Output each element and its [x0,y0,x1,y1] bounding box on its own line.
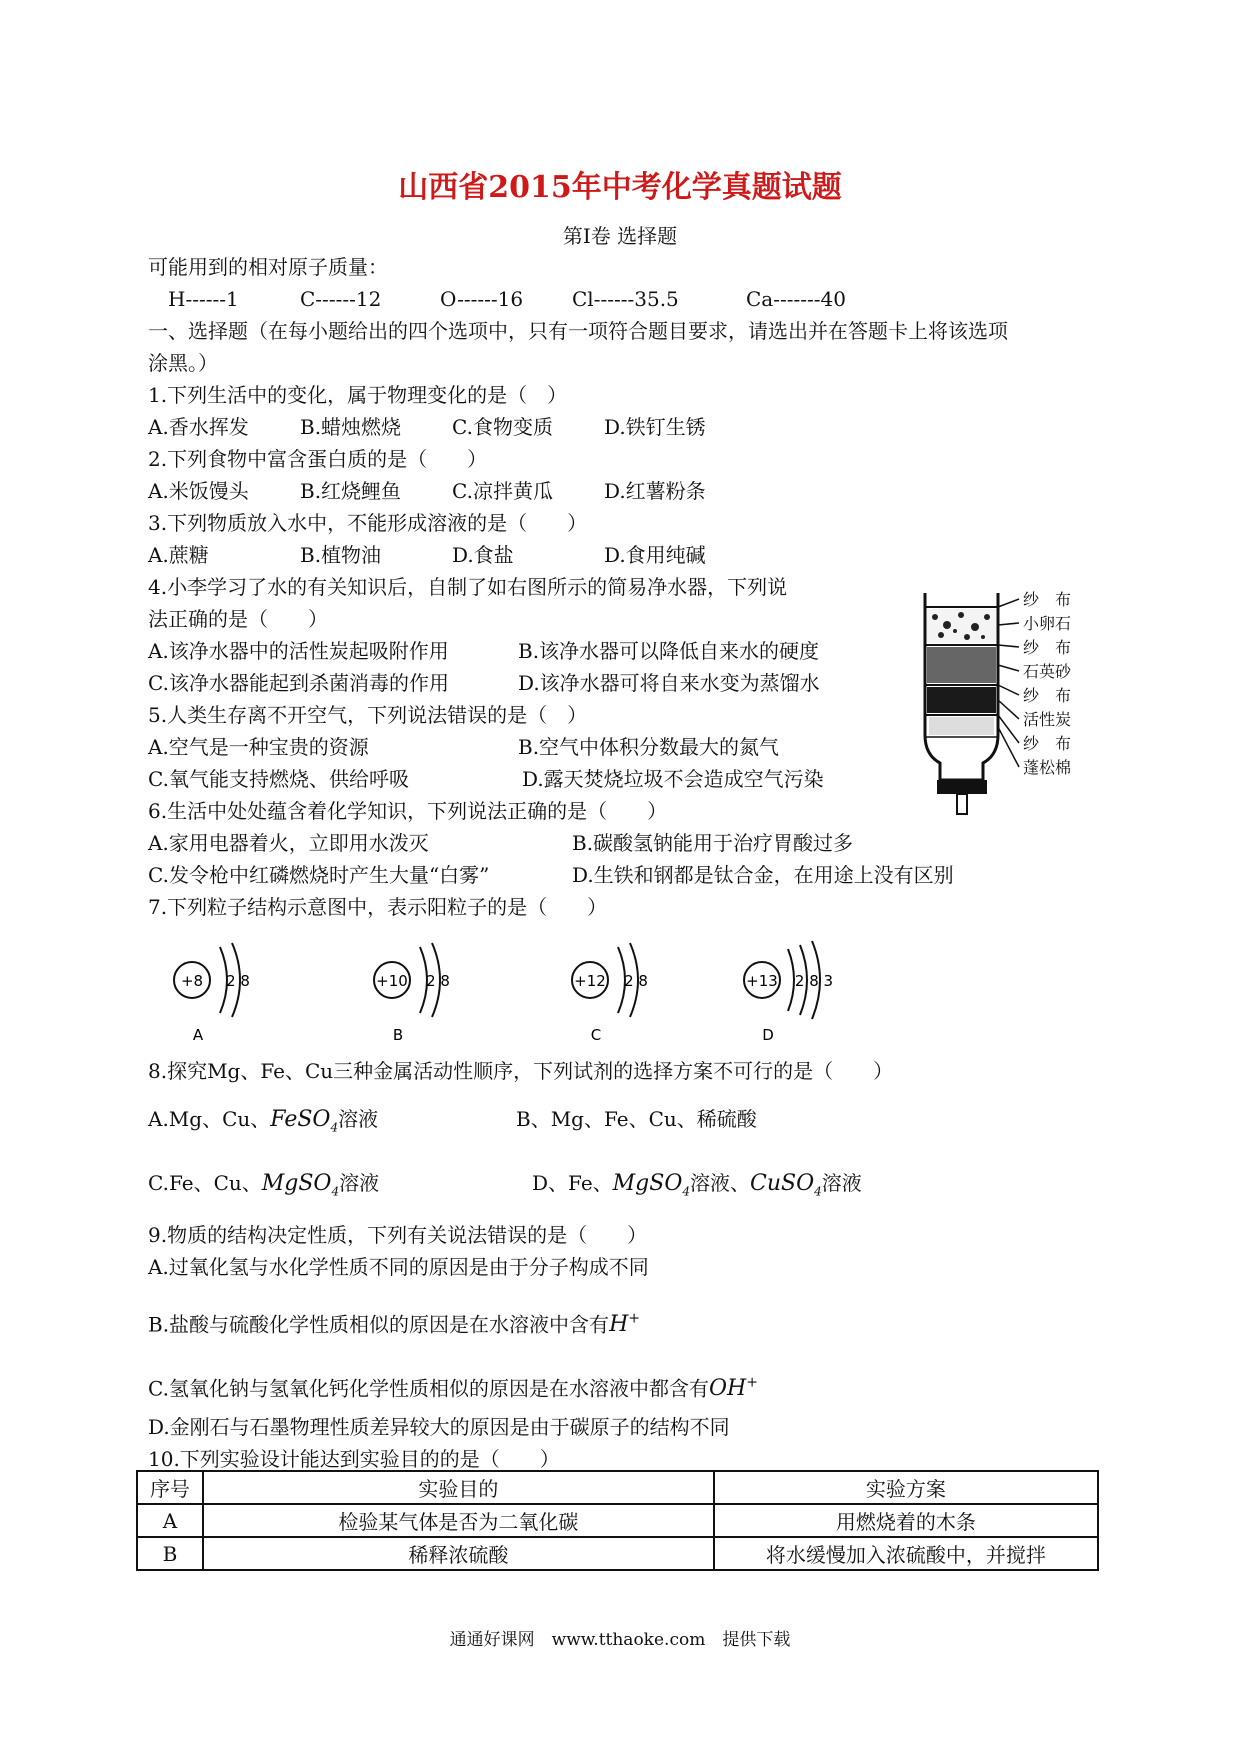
q6-option-d: D.生铁和钢都是钛合金，在用途上没有区别 [572,863,954,887]
q8-stem: 8.探究Mg、Fe、Cu三种金属活动性顺序，下列试剂的选择方案不可行的是（ ） [148,1059,894,1083]
svg-text:2 8: 2 8 [624,972,648,990]
spout [957,794,967,814]
q1-option-d: D.铁钉生锈 [604,415,706,439]
table-cell: 稀释浓硫酸 [203,1537,714,1570]
atom-label-d: D [762,1026,774,1044]
q6-option-c: C.发令枪中红磷燃烧时产生大量“白雾” [148,863,490,887]
cotton-layer [929,717,994,735]
masses-intro: 可能用到的相对原子质量： [148,255,388,279]
q6-option-a: A.家用电器着火，立即用水泼灭 [148,831,429,855]
label-gauze-2: 纱 布 [1023,638,1072,657]
q1-option-c: C.食物变质 [452,415,553,439]
q9-option-c: C.氢氧化钠与氢氧化钙化学性质相似的原因是在水溶液中都含有OH+ [148,1375,758,1402]
table-header-row [137,1471,1098,1504]
table-cell: B [137,1537,203,1570]
q3-option-c: D.食盐 [452,543,514,567]
experiment-table [136,1470,1099,1571]
table-header: 实验目的 [203,1471,714,1504]
label-pebbles: 小卵石 [1023,614,1072,633]
q6-option-b: B.碳酸氢钠能用于治疗胃酸过多 [572,831,854,855]
page-footer: 通通好课网 www.tthaoke.com 提供下载 [449,1630,791,1650]
table-header: 序号 [137,1471,203,1504]
q4-stem: 4.小李学习了水的有关知识后，自制了如右图所示的简易净水器，下列说 [148,575,788,599]
table-cell: 将水缓慢加入浓硫酸中，并搅拌 [714,1537,1098,1570]
q6-stem: 6.生活中处处蕴含着化学知识，下列说法正确的是（ ） [148,799,668,823]
q4-stem-cont: 法正确的是（ ） [148,607,328,631]
svg-text:+13: +13 [746,972,778,990]
atom-diagram-b [374,943,450,1044]
svg-text:2 8: 2 8 [226,972,250,990]
carbon-layer [927,687,996,713]
q1-stem: 1.下列生活中的变化，属于物理变化的是（ ） [148,383,568,407]
mass-c: C------12 [300,287,382,311]
label-quartz-sand: 石英砂 [1023,662,1072,681]
label-gauze-1: 纱 布 [1023,590,1072,609]
atom-diagram-a [174,943,250,1044]
label-gauze-3: 纱 布 [1023,686,1072,705]
svg-text:2 8 3: 2 8 3 [794,972,834,990]
q5-option-d: D.露天焚烧垃圾不会造成空气污染 [522,767,824,791]
q9-option-b: B.盐酸与硫酸化学性质相似的原因是在水溶液中含有H+ [148,1311,640,1338]
q2-stem: 2.下列食物中富含蛋白质的是（ ） [148,447,488,471]
q4-option-a: A.该净水器中的活性炭起吸附作用 [148,639,449,663]
q8-option-b: B、Mg、Fe、Cu、稀硫酸 [516,1107,757,1131]
atom-structure-diagrams [160,935,860,1050]
atom-label-c: C [590,1026,602,1044]
mass-ca: Ca-------40 [746,287,846,311]
q5-stem: 5.人类生存离不开空气，下列说法错误的是（ ） [148,703,588,727]
mass-cl: Cl------35.5 [572,287,679,311]
q5-option-a: A.空气是一种宝贵的资源 [148,735,369,759]
water-filter-diagram [895,585,1095,825]
q1-option-b: B.蜡烛燃烧 [300,415,402,439]
table-cell: 用燃烧着的木条 [714,1504,1098,1537]
q2-option-d: D.红薯粉条 [604,479,706,503]
q3-stem: 3.下列物质放入水中，不能形成溶液的是（ ） [148,511,588,535]
section-instructions: 一、选择题（在每小题给出的四个选项中，只有一项符合题目要求，请选出并在答题卡上将该选项 [148,319,1008,343]
mass-o: O------16 [440,287,524,311]
label-fluffy-cotton: 蓬松棉 [1023,758,1072,777]
q4-option-b: B.该净水器可以降低自来水的硬度 [518,639,820,663]
q4-option-c: C.该净水器能起到杀菌消毒的作用 [148,671,449,695]
q9-option-a: A.过氧化氢与水化学性质不同的原因是由于分子构成不同 [148,1255,649,1279]
atom-label-b: B [392,1026,404,1044]
q2-option-c: C.凉拌黄瓜 [452,479,553,503]
q9-option-d: D.金刚石与石墨物理性质差异较大的原因是由于碳原子的结构不同 [148,1415,730,1439]
q8-option-a: A.Mg、Cu、FeSO$_4$溶液 [148,1107,379,1135]
q5-option-b: B.空气中体积分数最大的氮气 [518,735,780,759]
page-title: 山西省2015年中考化学真题试题 [398,170,842,205]
q10-stem: 10.下列实验设计能达到实验目的的是（ ） [148,1447,560,1471]
q2-option-a: A.米饭馒头 [148,479,249,503]
q7-stem: 7.下列粒子结构示意图中，表示阳粒子的是（ ） [148,895,608,919]
atom-diagram-c [572,943,648,1044]
svg-text:+8: +8 [180,972,204,990]
sand-layer [927,647,996,683]
svg-text:2 8: 2 8 [426,972,450,990]
table-header: 实验方案 [714,1471,1098,1504]
table-cell: 检验某气体是否为二氧化碳 [203,1504,714,1537]
q8-option-d: D、Fe、MgSO$_4$溶液、CuSO$_4$溶液 [532,1171,862,1199]
table-row [137,1504,1098,1537]
q4-option-d: D.该净水器可将自来水变为蒸馏水 [518,671,820,695]
q3-option-d: D.食用纯碱 [604,543,706,567]
q3-option-b: B.植物油 [300,543,382,567]
table-row [137,1537,1098,1570]
q8-option-c: C.Fe、Cu、MgSO$_4$溶液 [148,1171,380,1199]
section-subtitle: 第Ⅰ卷 选择题 [562,224,678,248]
label-activated-carbon: 活性炭 [1023,710,1072,729]
bottle-cap [937,780,987,794]
q2-option-b: B.红烧鲤鱼 [300,479,402,503]
q9-stem: 9.物质的结构决定性质，下列有关说法错误的是（ ） [148,1223,648,1247]
q5-option-c: C.氧气能支持燃烧、供给呼吸 [148,767,409,791]
atom-label-a: A [192,1026,204,1044]
svg-text:+10: +10 [376,972,408,990]
section-instructions-cont: 涂黑。） [148,351,218,375]
label-gauze-4: 纱 布 [1023,734,1072,753]
table-cell: A [137,1504,203,1537]
q3-option-a: A.蔗糖 [148,543,209,567]
svg-text:+12: +12 [574,972,606,990]
mass-h: H------1 [168,287,239,311]
q1-option-a: A.香水挥发 [148,415,249,439]
atom-diagram-d [744,941,833,1044]
